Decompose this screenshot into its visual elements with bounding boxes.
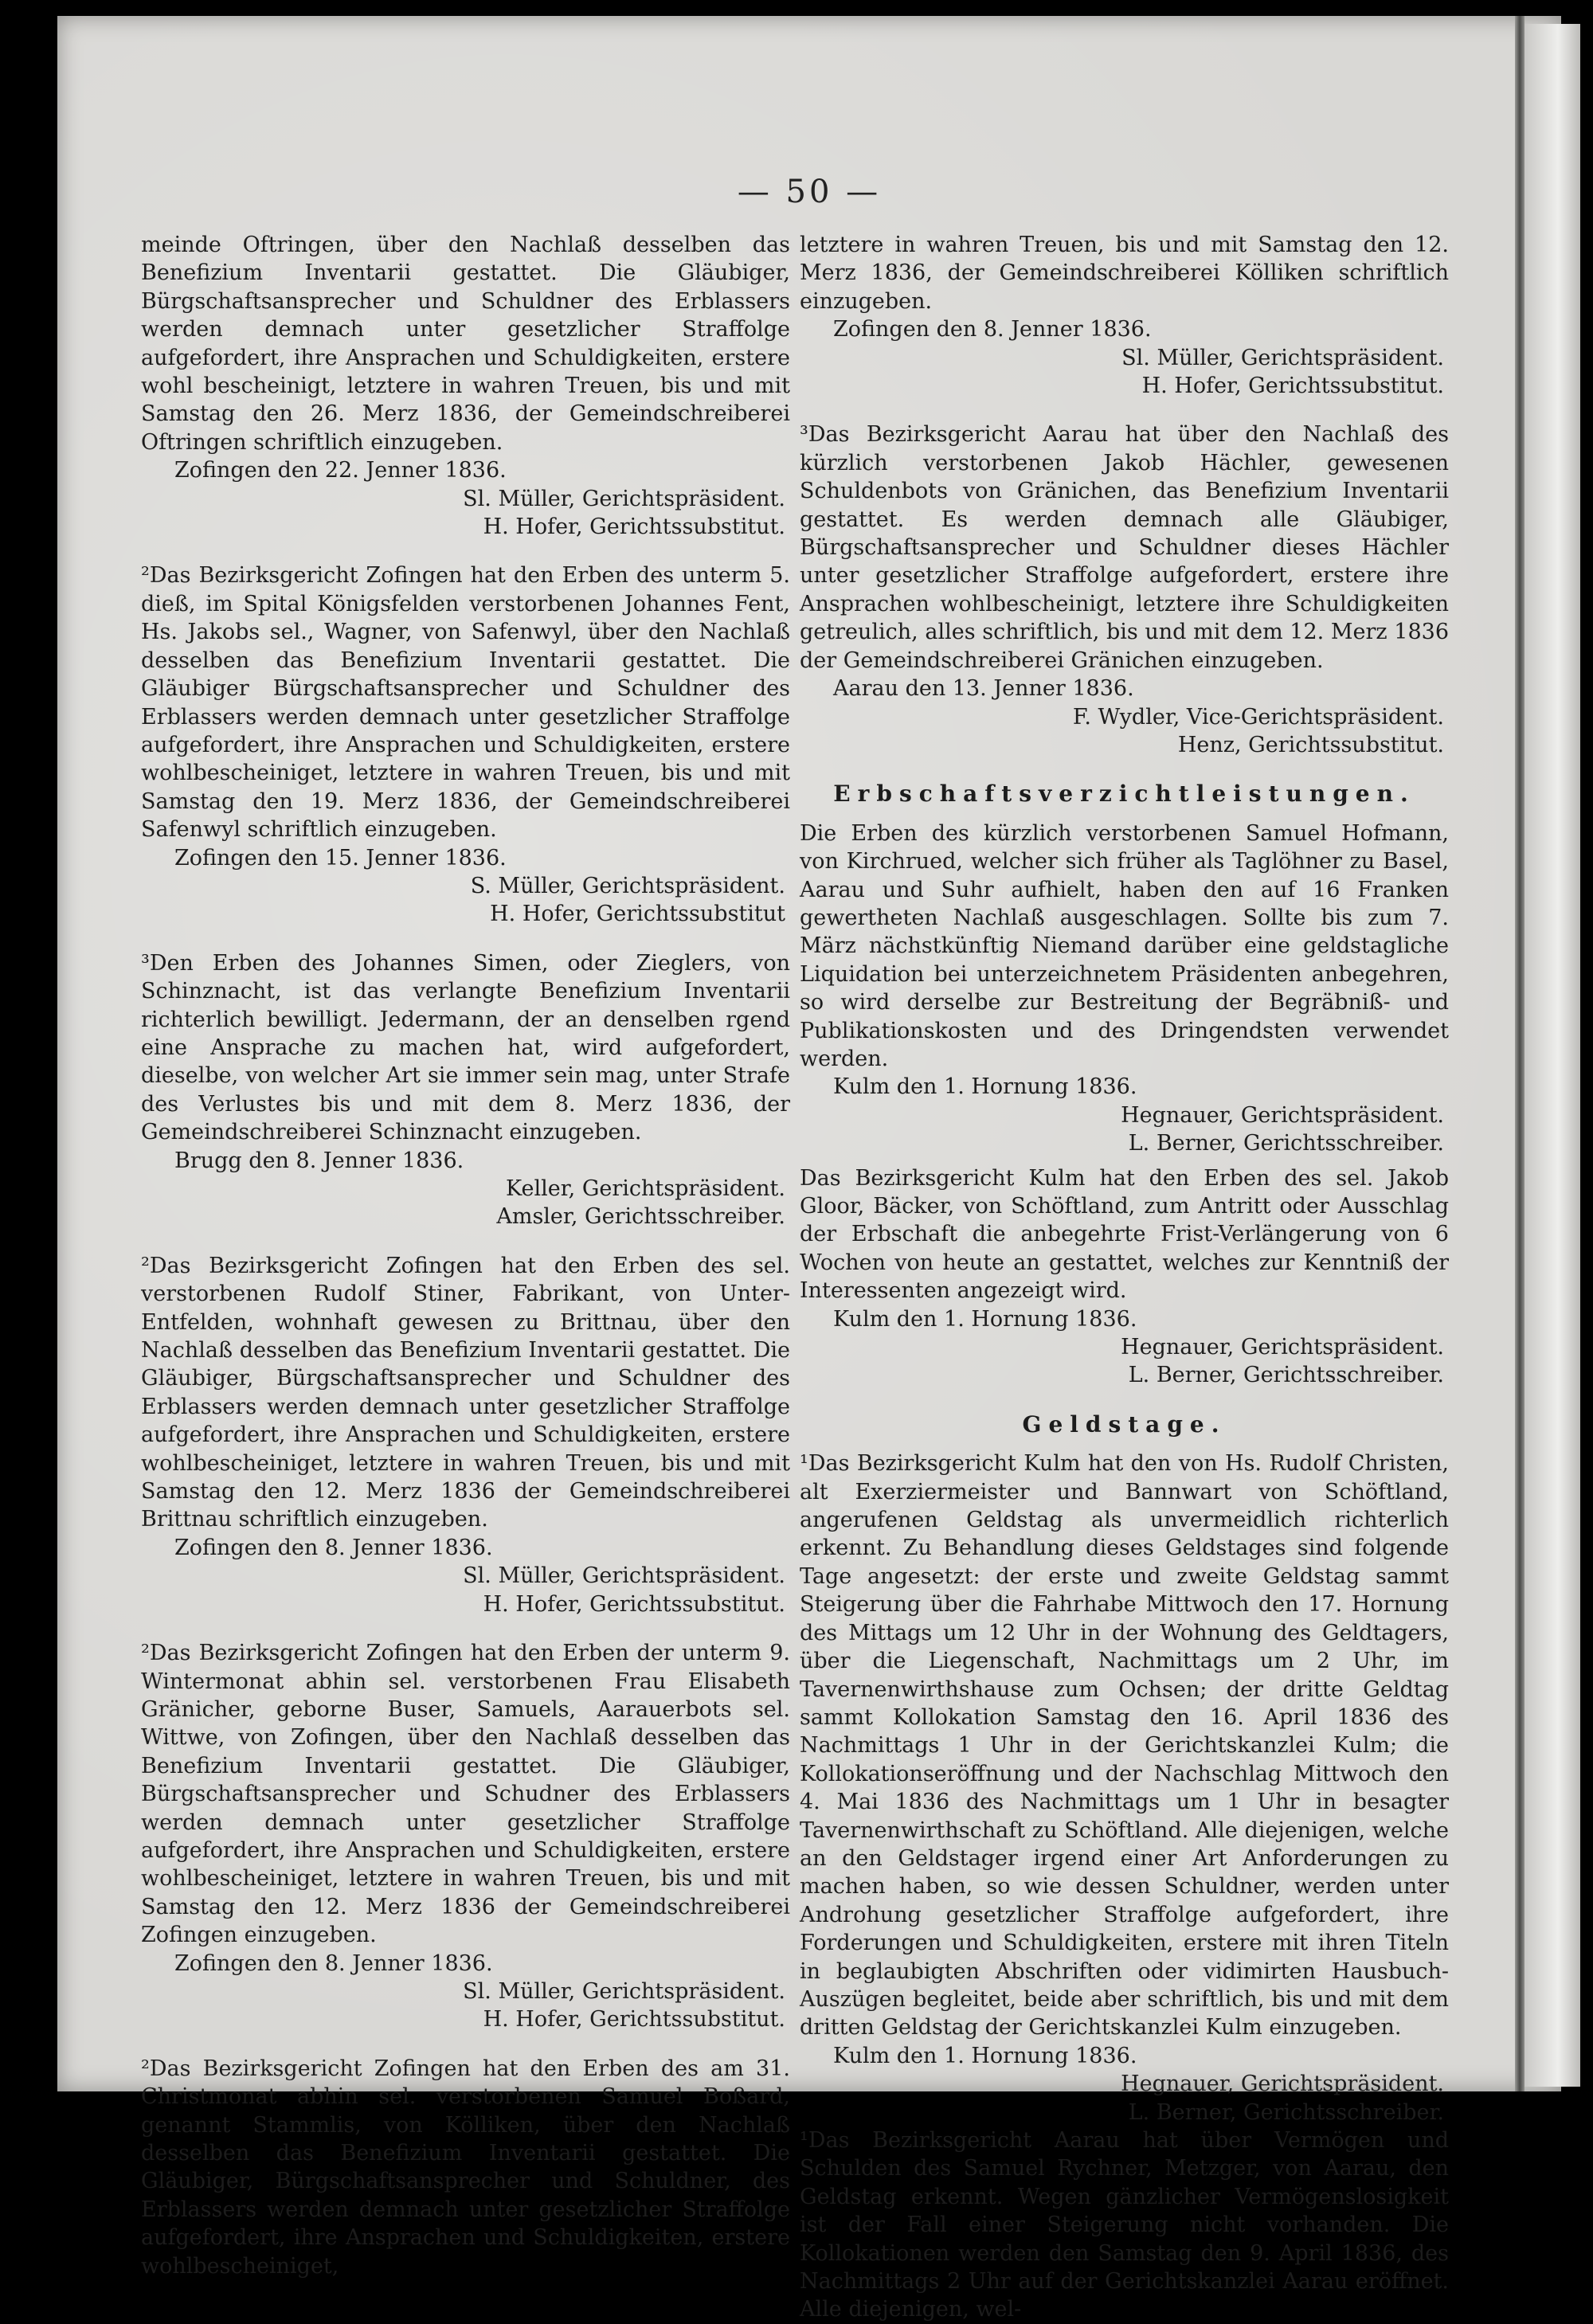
notice-paragraph: ¹Das Bezirksgericht Aarau hat über Vermögen und Schulden des Samuel Rychner, Metzger, von Aarau, den Geldstag erkennt. Wegen gänzlicher Vermögenslosigkeit ist der Fall einer Steigerung nicht vorhanden. Die Kollokationen werden den Samstag den 9. April 1836, des Nachmittags 2 Uhr auf der Gerichtskanzlei Aarau eröffnet. Alle diejenigen, wel- xyxy=(800,2128,1449,2322)
left-column xyxy=(141,231,790,2280)
section-heading: Erbschaftsverzichtleistungen. xyxy=(833,781,1415,808)
notice-signature: Sl. Müller, Gerichtspräsident. xyxy=(463,486,785,511)
notice-signature: S. Müller, Gerichtspräsident. xyxy=(470,873,785,898)
notice-signature: Hegnauer, Gerichtspräsident. xyxy=(1121,1102,1444,1128)
notice-date-line: Zofingen den 22. Jenner 1836. xyxy=(174,458,507,483)
notice-signature: Hegnauer, Gerichtspräsident. xyxy=(1121,2072,1444,2097)
book-spine-shadow xyxy=(1515,16,1525,2091)
notice-signature: Sl. Müller, Gerichtspräsident. xyxy=(463,1563,785,1589)
notice-paragraph: Die Erben des kürzlich verstorbenen Samuel Hofmann, von Kirchrued, welcher sich früher als Taglöhner zu Basel, Aarau und Suhr aufhielt, haben den auf 16 Franken gewertheten Nachlaß ausgeschlagen. Sollte bis zum 7. März nächstkünftig Niemand darüber eine geldstagliche Liquidation bei unterzeichnetem Präsidenten anbegehren, so wird derselbe zur Bestreitung der Begräbniß- und Publikationskosten und des Dringendsten verwendet werden. xyxy=(800,820,1449,1071)
notice-signature: L. Berner, Gerichtsschreiber. xyxy=(1128,1131,1444,1156)
notice-signature: H. Hofer, Gerichtssubstitut. xyxy=(483,514,785,540)
notice-signature: Sl. Müller, Gerichtspräsident. xyxy=(463,1978,785,2004)
section-heading: Geldstage. xyxy=(1022,1410,1227,1438)
notice-signature: L. Berner, Gerichtsschreiber. xyxy=(1128,1363,1444,1388)
notice-date-line: Zofingen den 15. Jenner 1836. xyxy=(174,845,507,871)
notice-paragraph: ²Das Bezirksgericht Zofingen hat den Erben des unterm 5. dieß, im Spital Königsfelden verstorbenen Johannes Fent, Hs. Jakobs sel., Wagner, von Safenwyl, über den Nachlaß desselben das Benefizium Inventarii gestattet. Die Gläubiger Bürgschaftsansprecher und Schuldner des Erblassers werden demnach unter gesetzlicher Straffolge aufgefordert, ihre Ansprachen und Schuldigkeiten, erstere wohlbescheiniget, letztere in wahren Treuen, bis und mit Samstag den 19. Merz 1836, der Gemeindschreiberei Safenwyl schriftlich einzugeben. xyxy=(141,563,790,843)
notice-signature: H. Hofer, Gerichtssubstitut. xyxy=(483,1591,785,1617)
notice-signature: F. Wydler, Vice-Gerichtspräsident. xyxy=(1072,704,1444,730)
notice-paragraph: ²Das Bezirksgericht Zofingen hat den Erben des am 31. Christmonat abhin sel. verstorbenen Samuel Boßard, genannt Stammlis, von Kölliken, über den Nachlaß desselben das Benefizium Inventarii gestattet. Die Gläubiger, Bürgschaftsansprecher und Schuldner, des Erblassers werden demnach unter gesetzlicher Straffolge aufgefordert, ihre Ansprachen und Schuldigkeiten, erstere wohlbescheiniget, xyxy=(141,2056,790,2279)
page-number: — 50 — xyxy=(737,174,882,210)
notice-signature: Keller, Gerichtspräsident. xyxy=(506,1176,785,1201)
notice-date-line: Zofingen den 8. Jenner 1836. xyxy=(833,317,1152,342)
notice-date-line: Brugg den 8. Jenner 1836. xyxy=(174,1148,464,1173)
notice-signature: L. Berner, Gerichtsschreiber. xyxy=(1128,2099,1444,2125)
notice-paragraph: meinde Oftringen, über den Nachlaß desselben das Benefizium Inventarii gestattet. Die Gläubiger, Bürgschaftsansprecher und Schuldner des Erblassers werden demnach unter gesetzlicher Straffolge aufgefordert, ihre Ansprachen und Schuldigkeiten, erstere wohl bescheinigt, letztere in wahren Treuen, bis und mit Samstag den 26. Merz 1836, der Gemeindschreiberei Oftringen schriftlich einzugeben. xyxy=(141,233,790,455)
notice-signature: H. Hofer, Gerichtssubstitut xyxy=(490,902,785,927)
notice-paragraph: ³Den Erben des Johannes Simen, oder Zieglers, von Schinznacht, ist das verlangte Benefizium Inventarii richterlich bewilligt. Jedermann, der an denselben rgend eine Ansprache zu machen hat, wird aufgefordert, dieselbe, von welcher Art sie immer sein mag, unter Strafe des Verlustes bis und mit dem 8. Merz 1836, der Gemeindschreiberei Schinznacht einzugeben. xyxy=(141,950,790,1145)
notice-paragraph: Das Bezirksgericht Kulm hat den Erben des sel. Jakob Gloor, Bäcker, von Schöftland, zum Antritt oder Ausschlag der Erbschaft die anbegehrte Frist-Verlängerung von 6 Wochen von heute an gestattet, welches zur Kenntniß der Interessenten angezeigt wird. xyxy=(800,1165,1449,1304)
notice-paragraph: letztere in wahren Treuen, bis und mit Samstag den 12. Merz 1836, der Gemeindschreiberei Kölliken schriftlich einzugeben. xyxy=(800,233,1449,314)
notice-signature: Hegnauer, Gerichtspräsident. xyxy=(1121,1335,1444,1360)
notice-signature: Henz, Gerichtssubstitut. xyxy=(1177,732,1444,757)
notice-signature: Amsler, Gerichtsschreiber. xyxy=(496,1204,785,1230)
notice-paragraph: ³Das Bezirksgericht Aarau hat über den Nachlaß des kürzlich verstorbenen Jakob Hächler, gewesenen Schuldenbots von Gränichen, das Benefizium Inventarii gestattet. Es werden demnach alle Gläubiger, Bürgschaftsansprecher und Schuldner dieses Hächler unter gesetzlicher Straffolge aufgefordert, erstere ihre Ansprachen wohlbescheinigt, letztere ihre Schuldigkeiten getreulich, alles schriftlich, bis und mit dem 12. Merz 1836 der Gemeindschreiberei Gränichen einzugeben. xyxy=(800,422,1449,673)
notice-signature: H. Hofer, Gerichtssubstitut. xyxy=(1141,374,1444,399)
notice-paragraph: ¹Das Bezirksgericht Kulm hat den von Hs. Rudolf Christen, alt Exerziermeister und Bannwart von Schöftland, angerufenen Geldstag als unvermeidlich richterlich erkennt. Zu Behandlung dieses Geldstages sind folgende Tage angesetzt: der erste und zweite Geldstag sammt Steigerung über die Fahrhabe Mittwoch den 17. Hornung des Mittags um 12 Uhr in der Wohnung des Geldtagers, über die Liegenschaft, Nachmittags um 2 Uhr, im Tavernenwirthshause zum Ochsen; der dritte Geldtag sammt Kollokation Samstag den 16. April 1836 des Nachmittags 1 Uhr in der Gerichtskanzlei Kulm; die Kollokationseröffnung und der Nachschlag Mittwoch den 4. Mai 1836 des Nachmittags um 1 Uhr in besagter Tavernenwirthschaft zu Schöftland. Alle diejenigen, welche an den Geldstager irgend einer Art Anforderungen zu machen haben, so wie dessen Schuldner, werden unter Androhung gesetzlicher Straffolge aufgefordert, ihre Forderungen und Schuldigkeiten, erstere mit ihren Titeln in beglaubigten Abschriften oder vidimirten Hausbuch-Auszügen begleitet, beide aber schriftlich, bis und mit dem dritten Geldstag der Gerichtskanzlei Kulm einzugeben. xyxy=(800,1451,1449,2040)
notice-date-line: Zofingen den 8. Jenner 1836. xyxy=(174,1950,493,1976)
notice-date-line: Aarau den 13. Jenner 1836. xyxy=(833,676,1134,702)
notice-paragraph: ²Das Bezirksgericht Zofingen hat den Erben der unterm 9. Wintermonat abhin sel. verstorbenen Frau Elisabeth Gränicher, geborne Buser, Samuels, Aarauerbots sel. Wittwe, von Zofingen, über den Nachlaß desselben das Benefizium Inventarii gestattet. Die Gläubiger, Bürgschaftsansprecher und Schudner des Erblassers werden demnach unter gesetzlicher Straffolge aufgefordert, ihre Ansprachen und Schuldigkeiten, erstere wohlbescheiniget, letztere in wahren Treuen, bis und mit Samstag den 12. Merz 1836 der Gemeindschreiberei Zofingen einzugeben. xyxy=(141,1641,790,1948)
newspaper-page xyxy=(57,16,1561,2322)
notice-signature: H. Hofer, Gerichtssubstitut. xyxy=(483,2007,785,2033)
right-column xyxy=(800,231,1449,2324)
notice-date-line: Kulm den 1. Hornung 1836. xyxy=(833,1074,1137,1100)
notice-signature: Sl. Müller, Gerichtspräsident. xyxy=(1121,345,1444,370)
notice-paragraph: ²Das Bezirksgericht Zofingen hat den Erben des sel. verstorbenen Rudolf Stiner, Fabrikant, von Unter-Entfelden, wohnhaft gewesen zu Brittnau, über den Nachlaß desselben das Benefizium Inventarii gestattet. Die Gläubiger, Bürgschaftsansprecher und Schuldner des Erblassers werden demnach unter gesetzlicher Straffolge aufgefordert, ihre Ansprachen und Schuldigkeiten, erstere wohlbescheiniget, letztere in wahren Treuen, bis und mit Samstag den 12. Merz 1836 der Gemeindschreiberei Brittnau schriftlich einzugeben. xyxy=(141,1253,790,1532)
notice-date-line: Zofingen den 8. Jenner 1836. xyxy=(174,1535,493,1560)
notice-date-line: Kulm den 1. Hornung 1836. xyxy=(833,2043,1137,2068)
notice-date-line: Kulm den 1. Hornung 1836. xyxy=(833,1306,1137,1332)
adjacent-page-edge xyxy=(1525,24,1580,2087)
